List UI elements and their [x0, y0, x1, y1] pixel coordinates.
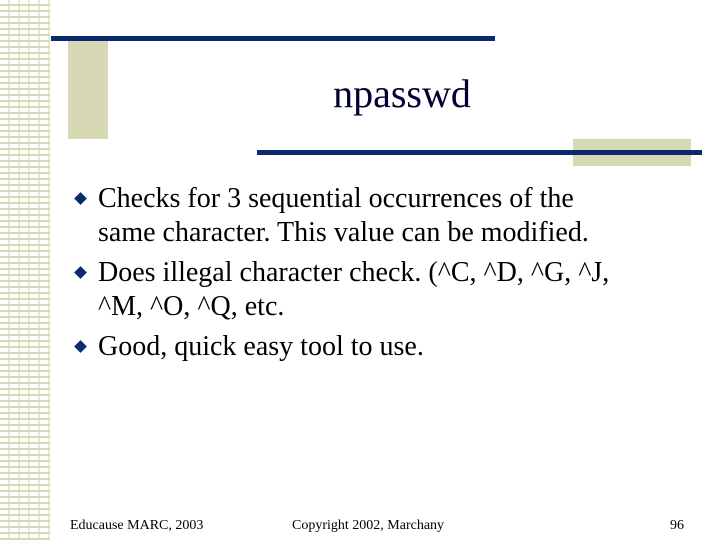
page-number: 96 [670, 518, 684, 533]
diamond-bullet-icon [74, 192, 87, 205]
footer-copyright: Copyright 2002, Marchany [292, 518, 445, 533]
bullet-item [76, 256, 696, 324]
diamond-bullet-icon [74, 266, 87, 279]
bullet-item [76, 182, 696, 250]
diamond-bullet-icon [74, 340, 87, 353]
bullet-text-line: Does illegal character check. (^C, ^D, ^G, ^J, [98, 257, 610, 288]
bullet-text-line: Good, quick easy tool to use. [98, 331, 424, 362]
bullet-text-line: same character. This value can be modified. [98, 217, 589, 248]
striped-side-band [0, 0, 50, 540]
bullet-text-line: Checks for 3 sequential occurrences of the [98, 183, 574, 214]
bullet-list [76, 182, 696, 370]
title-deco-line-bottom [257, 150, 702, 155]
title-deco-line-top [51, 36, 495, 41]
footer-event-label: Educause MARC, 2003 [70, 518, 204, 533]
slide-title: npasswd [333, 71, 471, 116]
bullet-text-line: ^M, ^O, ^Q, etc. [98, 291, 285, 322]
bullet-item [76, 330, 696, 364]
title-deco-block-left [68, 37, 108, 139]
